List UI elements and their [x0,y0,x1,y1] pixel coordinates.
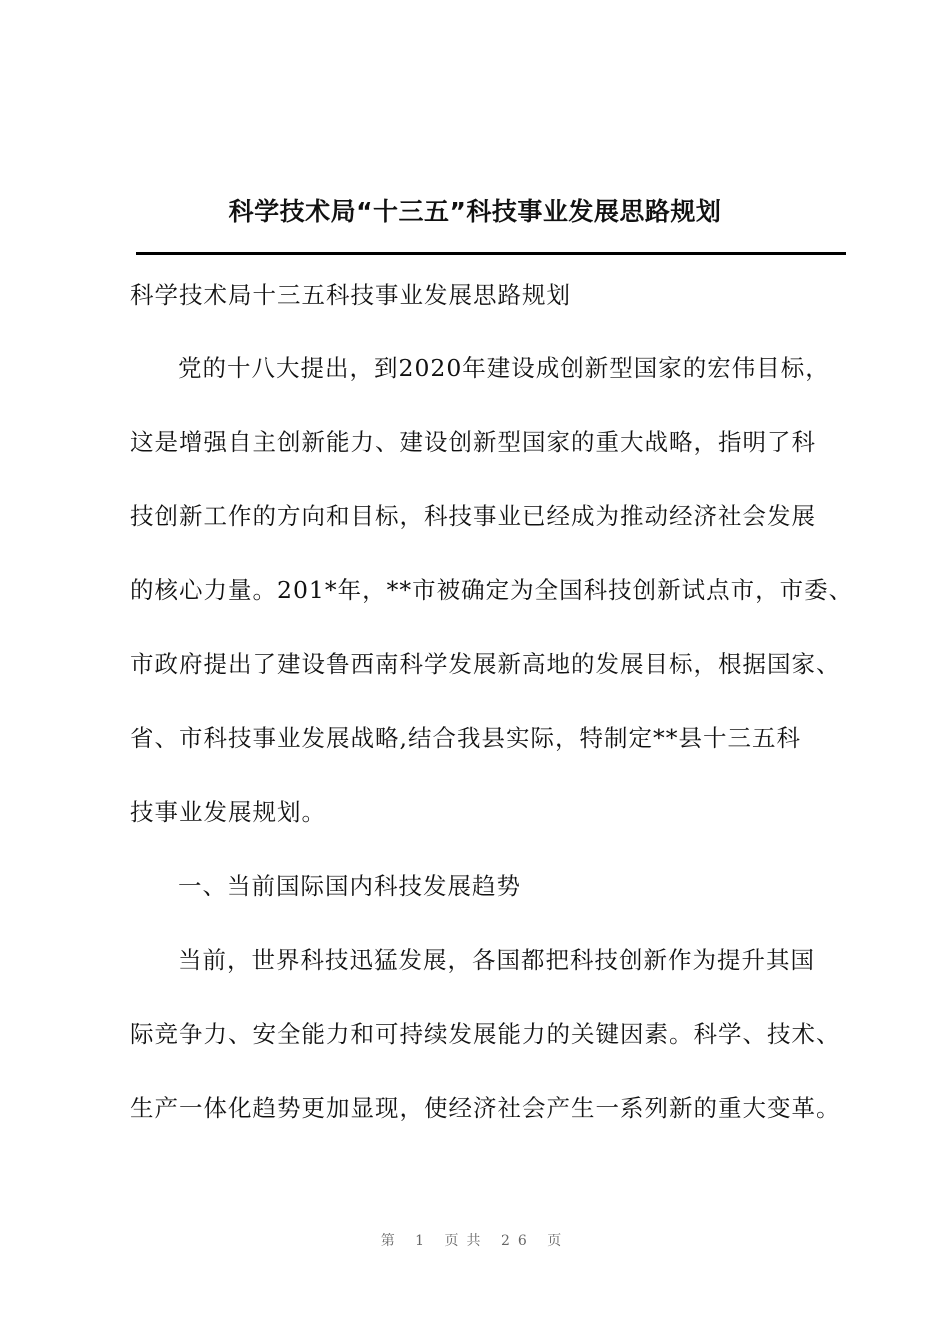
page-title: 科学技术局“十三五”科技事业发展思路规划 [228,197,722,226]
section-heading: 一、当前国际国内科技发展趋势 [178,872,521,900]
paragraph-line: 技事业发展规划。 [130,798,326,826]
paragraph-line: 党的十八大提出，到2020年建设成创新型国家的宏伟目标， [178,354,830,382]
paragraph-line: 省、市科技事业发展战略,结合我县实际，特制定**县十三五科 [130,724,801,752]
paragraph-line: 市政府提出了建设鲁西南科学发展新高地的发展目标，根据国家、 [130,650,841,678]
paragraph-line: 生产一体化趋势更加显现，使经济社会产生一系列新的重大变革。 [130,1094,841,1122]
paragraph-line: 的核心力量。201*年，**市被确定为全国科技创新试点市，市委、 [130,576,854,604]
paragraph-line: 当前，世界科技迅猛发展，各国都把科技创新作为提升其国 [178,946,815,974]
paragraph-line: 际竞争力、安全能力和可持续发展能力的关键因素。科学、技术、 [130,1020,841,1048]
paragraph-line: 技创新工作的方向和目标，科技事业已经成为推动经济社会发展 [130,502,816,530]
title-divider [136,252,846,255]
page-number-footer: 第 1 页共 26 页 [380,1233,570,1249]
paragraph-line: 这是增强自主创新能力、建设创新型国家的重大战略，指明了科 [130,428,816,456]
subtitle-line: 科学技术局十三五科技事业发展思路规划 [130,281,571,309]
